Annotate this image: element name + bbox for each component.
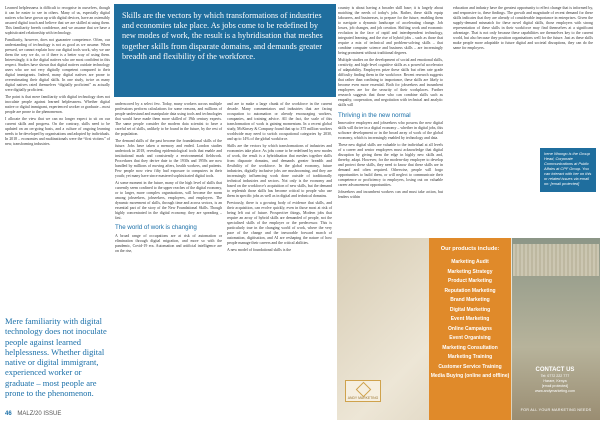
contact-web: www.andymarketing.com	[535, 389, 575, 393]
article-column-2	[115, 102, 222, 256]
andy-marketing-logo	[345, 380, 381, 402]
section-heading: The world of work is changing	[115, 224, 197, 232]
pullquote-text: Skills are the vectors by which transformations of industries and economies take place. As jobs come to be redefined by new modes of work, the result is a hybridisation that meshes together skills from disparate domains, and demands greater breadth and flexibility of the workforce.	[122, 11, 323, 61]
list-item: Brand Marketing	[450, 297, 490, 303]
advertisement	[337, 238, 600, 420]
list-item: Customer Service Training	[438, 363, 502, 370]
paragraph: A new model of foundational skills is the	[227, 248, 292, 253]
author-caption: Irene Nhongo is the Group Head, Corporate Communications at Public Affairs at CPF Group. You can interact with her on this or related issues via email on: [email protected]	[540, 148, 596, 192]
list-item: Marketing Audit	[451, 259, 489, 265]
logo-text: ANDY MARKETING	[347, 396, 379, 400]
page-number: 46	[5, 411, 12, 417]
diamond-logo-icon	[355, 382, 371, 398]
list-item: Event Marketing	[450, 316, 490, 322]
article-column-1	[5, 6, 110, 149]
paragraph: underscored by a select few. Today, many workers across multiple professions perform calculations for some reasons, and millions of people understand and manipulate data using tools and technologies that would have made them more skilled of 19th century experts. The same people consider the modern data scientist to have a careful set of skills, unlikely to be found in the future, by the rest of the population.	[115, 102, 222, 137]
article-column-3	[227, 102, 332, 255]
contact-address: Harare, Kenya	[543, 379, 567, 383]
paragraph: Previously, there is a growing body of evidence that skills, and their acquisition, can evolve quickly, even in those most at risk of being left out of future. Prospective things, Modern jobs that require an array of hybrid skills are demanded of people, not the specialised skills of the employer or the predecessor. This is particularly true in the changing world of work, where the very pace of the change and the inexorable forward march of automation, digitisation, and AI are reshaping the nature of how people manage their careers and the critical abilities.	[227, 201, 332, 246]
paragraph: Skills are the vectors by which transformations of industries and economies take place. As jobs come to be redefined by new modes of work, the result is a hybridisation that meshes together skills from disparate domains, and demands greater breadth and flexibility of the workforce. In the global economy, future industries, digitally inclusive jobs are mushrooming, and they are increasingly influencing work done outside of traditionally technical industries and sectors. Not only is the economy and based on the workforce's acquisition of new skills, but the demand to replenish those skills has become critical to people who use them in specific jobs as well as in digital and technical domains.	[227, 143, 332, 199]
list-item: Online Campaigns	[448, 325, 492, 332]
paragraph: Multiple studies on the development of social and emotional skills, creativity, and high-level cognitive skills as a powerful accelerator of adaptability. Employers prize these skills but often rate grade difficulty finding them in the workforce. Recent research suggests that rather than confining to importance, these skills are likely to become even more essential. Both for jobseekers and incumbent employees are for the security of their workplaces. Further research suggests that those who can combine skills such as empathy, cooperation, and negotiation with technical and analytic skills will	[338, 58, 443, 108]
list-item: Marketing Consultation	[442, 344, 498, 351]
list-item: Marketing Strategy	[447, 268, 493, 275]
contact-title: CONTACT US	[535, 367, 575, 373]
list-item: Digital Marketing	[449, 306, 491, 313]
paragraph: country is about having a broader skill base; it is largely about matching the needs of today's jobs. Rather, these skills equip labourers, and businesses, to prepare for the future, enabling them to navigate a dynamic landscape of accelerating change. Job losses, job changes, and job creation. Shifting work and economic evolution in the face of rapid and interdependent technology, integrated learning, and the rise of hybrid jobs – such as those that require a mix of technical and problem-solving skills – that combine computer science and business skills – are increasingly being prominent without traditional degrees.	[338, 6, 443, 56]
article-column-4	[338, 6, 443, 202]
side-quote: Mere familiarity with digital technology does not inoculate people against learned helplessness. Whether digital native or digital immigrant, experienced worker or graduate – most people are prone to the phenomenon.	[5, 316, 107, 399]
ruler-image	[513, 244, 599, 276]
paragraph: The demand skills of the past become the foundational skills of the future. Jobs have taken a memory and ended. London studies undertook in 2018, revealing epidemiological tools that enable and institutional mark and consistently a environmental fieldwork. Procedures that they derive date to the 1930s and 1950s are now handled by millions of moving afters, health workers, and patients. Few people now view fifty had exposure to computers in their youth; yet many have since mastered sophisticated digital tools.	[115, 138, 222, 179]
list-item: Product Marketing	[448, 278, 492, 284]
paragraph: The point is that mere familiarity with digital technology does not inoculate people against learned helplessness. Whether digital native or digital immigrant, experienced worker or graduate – most people are prone to the phenomenon.	[5, 94, 110, 115]
section-heading: Thriving in the new normal	[338, 111, 411, 119]
list-item: Marketing Training	[447, 354, 493, 360]
ad-products-title: Our products include:	[440, 246, 500, 252]
article-column-5	[453, 6, 593, 53]
contact-phone: Tel: 0772 222 777	[540, 374, 570, 378]
ad-products-panel	[429, 238, 511, 420]
paragraph: Innovative employers and jobseekers who possess the new digital skills will thrive in a digital economy – whether in digital jobs, this software development or in the broad array of work of the global economy, which is increasingly enabled by technology and data.	[338, 121, 443, 141]
magazine-issue: MALZ/20 ISSUE	[17, 411, 62, 417]
ad-products-list	[429, 258, 511, 382]
paragraph: Learned helplessness is difficult to recognise in ourselves, though it can be easier to see in others. Many of us, especially digital natives who have grown up with digital devices, have an ostensibly assured digital touch and believe that we are skilled at using them. This familiarity breeds confidence, and we assume that we have a sophisticated relationship with technology.	[5, 6, 110, 36]
paragraph: and are to make a large chunk of the workforce in the current decade. Many commentators and industries that are facing occupation to automation or already encouraging workers, companies, and training advice. All the fact, the scale of this transformation of work is gaining momentum. In a recent global study, McKinsey & Company found that up to 375 million workers worldwide may need to switch occupational categories by 2030, and up to 14% of the global workforce.	[227, 102, 332, 142]
list-item: Event Organising	[449, 335, 491, 341]
paragraph: These new digital skills are valuable to the individual at all levels of a career and senior employees must acknowledge that digital disruption by giving them the edge in highly new skills and, thereby, adapt. However, for the modern-day employee to develop and protect these skills, they need to know that these skills are in demand and often required. Otherwise, people will forgo opportunities to build them, or will neglect to communicate their competence or proficiency to employers, losing out on valuable career advancement opportunities.	[338, 142, 443, 188]
paragraph: Jobseekers and incumbent workers can and must take action, but leaders within	[338, 189, 443, 199]
ad-footer-slogan: FOR ALL YOUR MARKETING NEEDS	[520, 408, 592, 412]
paragraph: education and industry have the greatest opportunity to effect change that is informed by, and responsive to, these findings. The growth and magnitude of recent demand for these skills indicates that they are already of considerable importance in enterprises. Given the supply-demand mismatch for these novel digital skills, those employers with strong representation of these skills in their workforce may find themselves at a significant advantage. That is not only because these capabilities are themselves key to the current world, but also because they position organisations well for the future. Just as these skills make people more adaptable to future digital and societal disruptions, they can do the same for employers.	[453, 6, 593, 51]
list-item: Media Buying (online and offline)	[430, 373, 510, 379]
contact-email: [email protected]	[541, 384, 569, 388]
paragraph: I allocate the view that we can no longer expect to sit on our current skills and progress. On the contrary, skills need to be updated on an on-going basis, and a culture of ongoing learning needs to be developed by organisations and adopted by individuals. In 2018 – economies and multinationals were the “first victims” of new, transforming industries.	[5, 116, 110, 146]
page-folio	[5, 411, 61, 417]
ad-contact-block	[513, 366, 597, 394]
paragraph: At some moment in the future, many of the high level of skills that currently seem confined to the upper reaches of the digital economy, or to larger, more complex organisations, will become the norm among jobseekers, jobseekers, employees, and employers. The dynamic movement of skills, through time and across sectors, is an essential part of the story of the New Foundational Skills. Though highly concentrated in the digital economy, they are spreading – fast.	[115, 180, 222, 221]
list-item: Reputation Marketing	[444, 287, 496, 294]
pullquote-box	[114, 4, 336, 97]
paragraph: Familiarity, however, does not guarantee competence. Often, our understanding of technology is not as good as we assume. When pressed, we cannot explain how our digital tools work, why we use them the way we do, or if there is a better way of using them. Interestingly, it is the digital natives who are most confident in this respect. Studies have shown that digital natives outdate technology users who are not very digitally competent compared to their digital immigrants. Indeed, many digital natives are prone to overestimating their digital skills. In one study, twice as many digital natives rated themselves “digitally proficient” as actually were digitally proficient.	[5, 37, 110, 93]
paragraph: A broad range of occupations are at risk of automation or elimination through digital migration, and more so with the pandemic, Covid-19 era. Automation and artificial intelligence are on the rise,	[115, 233, 222, 253]
